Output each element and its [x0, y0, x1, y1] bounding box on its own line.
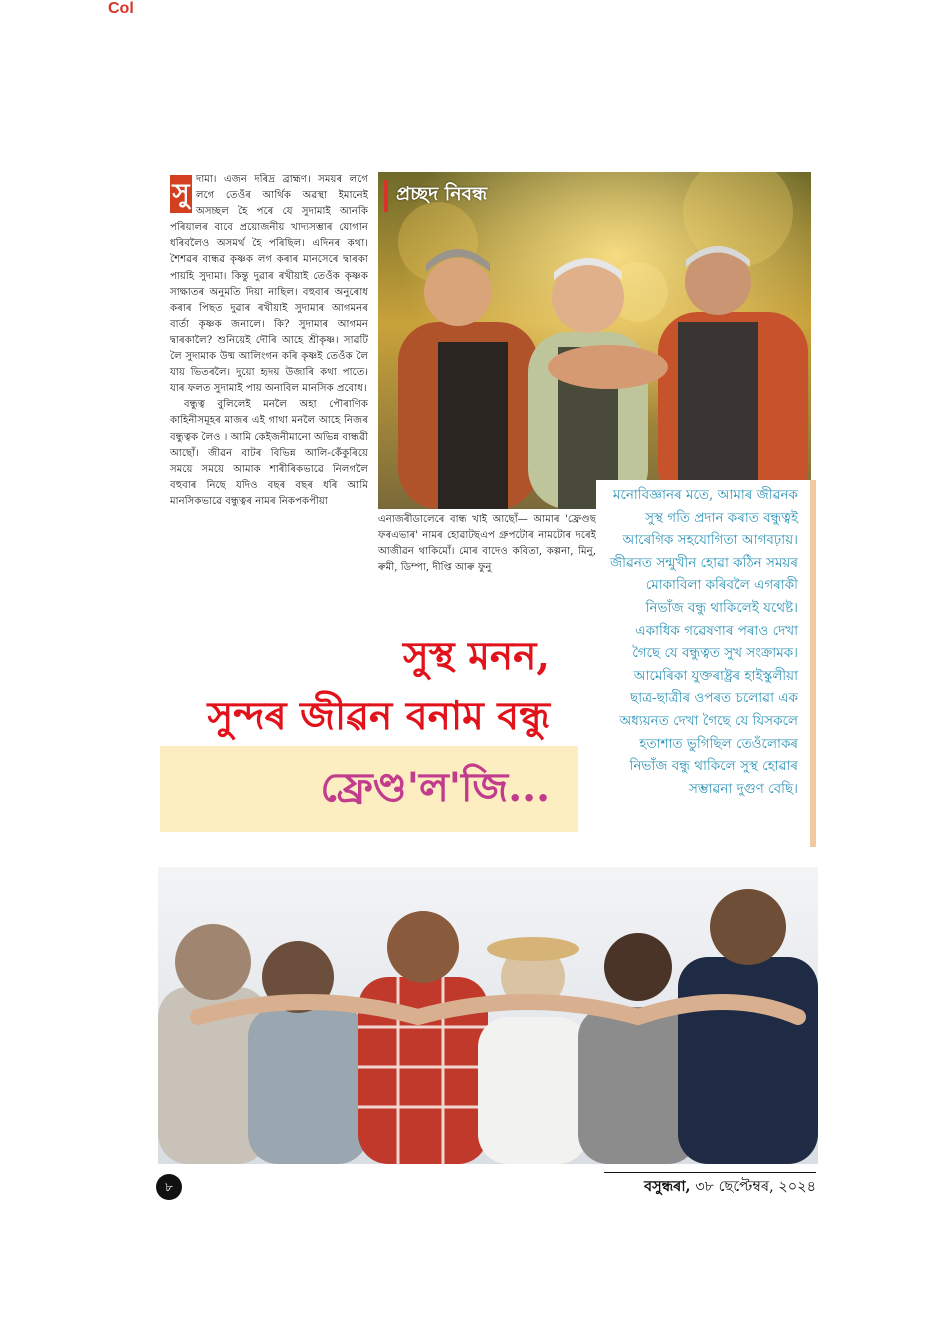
hero-photo	[378, 172, 811, 509]
section-label: প্ৰচ্ছদ নিবন্ধ	[384, 180, 487, 212]
drop-cap: সু	[170, 175, 192, 213]
issue-date: ৩৮ ছেপ্টেম্বৰ, ২০২৪	[690, 1179, 816, 1195]
hero-photo-illustration	[378, 172, 811, 509]
article-paragraph-1: দামা। এজন দৰিদ্ৰ ব্ৰাহ্মণ। সময়ৰ লগে লগে তেওঁৰ আৰ্থিক অৱস্থা ইমানেই অসচ্ছল হৈ পৰে যে সুদামাই আনকি পৰিয়ালৰ বাবে প্ৰয়োজনীয় খাদ্যসম্ভাৰ যোগান ধৰিবলৈও অসমৰ্থ হৈ পৰিছিল। এদিনৰ কথা। শৈশৱৰ বান্ধৱ কৃষ্ণক লগ কৰাৰ মানসেৰে দ্বাৰকা পায়হি সুদামা। কিন্তু দুৱাৰ ৰখীয়াই তেওঁক কৃষ্ণক সাক্ষাতৰ অনুমতি দিয়া নাছিল। বহুবাৰ অনুৰোধ কৰাৰ পিছত দুৱাৰ ৰখীয়াই সুদামাৰ আগমনৰ বাৰ্তা কৃষ্ণক জনালে। কি? সুদামাৰ আগমন দ্বাৰকালৈ? শুনিয়েই দৌৰি আহে শ্ৰীকৃষ্ণ। সাৱটি লৈ সুদামাক উষ্ম আলিংগন কৰি কৃষ্ণই তেওঁক লৈ যায় ভিতৰলৈ। দুয়ো হৃদয় উজাৰি কথা পাতে। যাৰ ফলত সুদামাই পায় অনাবিল মানসিক প্ৰবোধ।	[170, 174, 368, 395]
headline-line-1: সুস্থ মনন,	[403, 633, 550, 679]
headline-kicker: ফ্ৰেণ্ড'ল'জি...	[320, 764, 550, 811]
pull-quote: মনোবিজ্ঞানৰ মতে, আমাৰ জীৱনক সুস্থ গতি প্ৰদান কৰাত বন্ধুত্বই আৰেগিক সহযোগিতা আগবঢ়ায়। জীৱনত সন্মুখীন হোৱা কঠিন সময়ৰ মোকাবিলা কৰিবলৈ এগৰাকী নিভাঁজ বন্ধু থাকিলেই যথেষ্ট। একাধিক গৱেষণাৰ পৰাও দেখা গৈছে যে বন্ধুত্বত সুখ সংক্ৰামক। আমেৰিকা যুক্তৰাষ্ট্ৰৰ হাইস্কুলীয়া ছাত্ৰ-ছাত্ৰীৰ ওপৰত চলোৱা এক অধ্যয়নত দেখা গৈছে যে যিসকলে হতাশাত ভুগিছিল তেওঁলোকৰ নিভাঁজ বন্ধু থাকিলে সুস্থ হোৱাৰ সম্ভাৱনা দুগুণ বেছি।	[596, 480, 816, 847]
article-column-2: এনাজৰীডালেৰে বান্ধ খাই আছোঁ— আমাৰ 'ফ্ৰেণ্ডছ ফৰএভাৰ' নামৰ হোৱাটছএপ গ্ৰুপটোৰ নামটোৰ দৰেই আজীৱন থাকিমোঁ। মোৰ বাদেও কবিতা, কল্পনা, মিনু, ৰুমী, ডিম্পা, দীপ্তি আৰু ফুনু	[378, 514, 596, 574]
magazine-name: বসুন্ধৰা,	[644, 1178, 691, 1195]
page-number: ৮	[156, 1174, 182, 1200]
friends-photo	[158, 867, 818, 1164]
headline-line-2: সুন্দৰ জীৱন বনাম বন্ধু	[207, 693, 550, 739]
footer-masthead	[560, 1176, 816, 1200]
article-paragraph-2: বন্ধুত্ব বুলিলেই মনলৈ অহা পৌৰাণিক কাহিনীসমূহৰ মাজৰ এই গাথা মনলৈ আহে নিজৰ বন্ধুত্বক লৈও । আমি কেইজনীমানো অভিন্ন বান্ধৱী আছোঁ। জীৱন বাটৰ বিভিন্ন আলি-কেঁকুৰিয়ে সময়ে সময়ে আমাক শাৰীৰিকভাৱে নিলগলৈ বহুবাৰ নিছে যদিও বছৰ বছৰ ধৰি আমি মানসিকভাৱে বন্ধুত্বৰ নামৰ নিকপকপীয়া	[170, 399, 368, 507]
corner-tag: Col	[108, 0, 134, 17]
friends-photo-illustration	[158, 867, 818, 1164]
article-column-1	[170, 172, 368, 510]
footer-divider	[604, 1172, 816, 1173]
